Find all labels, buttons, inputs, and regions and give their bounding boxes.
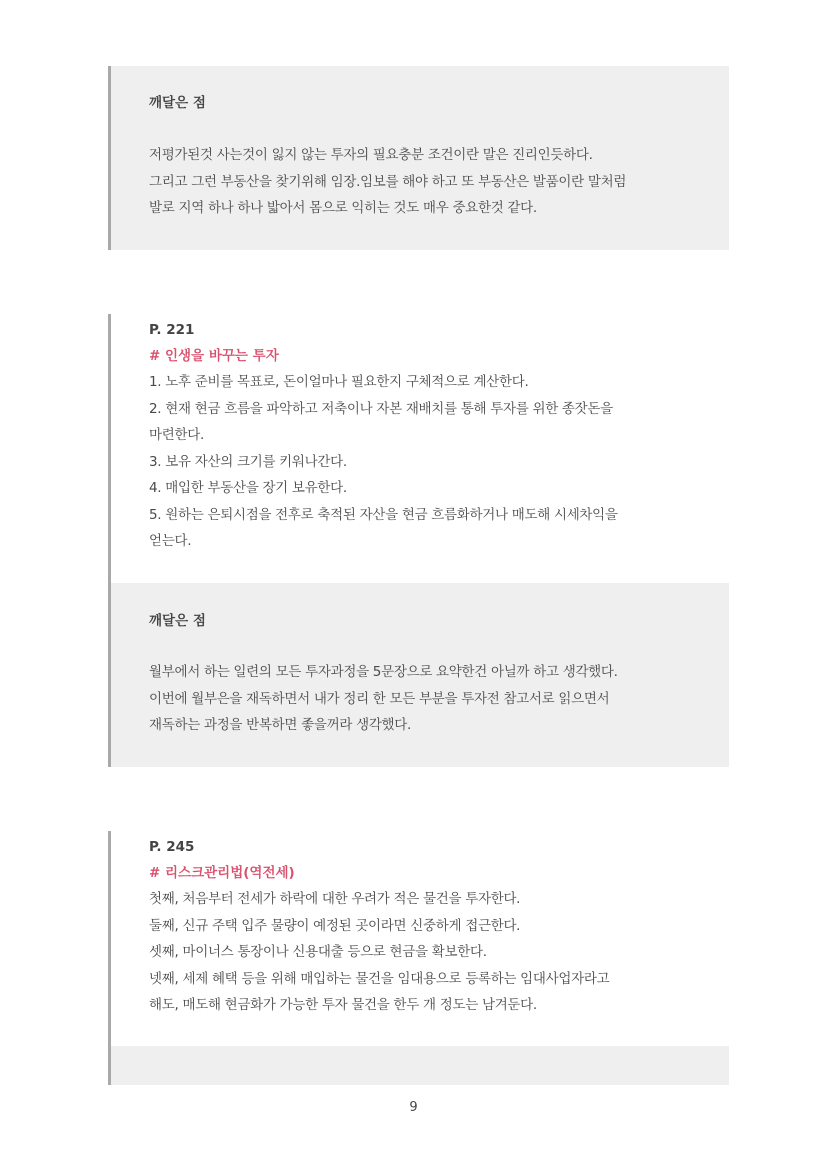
quote-box-p221	[108, 314, 729, 583]
list-line: 첫째, 처음부터 전세가 하락에 대한 우려가 적은 물건을 투자한다.	[149, 891, 521, 907]
list-line: 2. 현재 현금 흐름을 파악하고 저축이나 자본 재배치를 통해 투자를 위한 종잣돈을	[149, 400, 613, 417]
realization-box-2	[108, 583, 729, 767]
list-line: 셋째, 마이너스 통장이나 신용대출 등으로 현금을 확보한다.	[149, 944, 487, 960]
list-line: 둘째, 신규 주택 입주 물량이 예정된 곳이라면 신중하게 접근한다.	[149, 917, 521, 934]
list-line: 마련한다.	[149, 427, 204, 443]
page-reference: P. 245	[149, 839, 195, 855]
topic-tag: # 리스크관리법(역전세)	[149, 865, 295, 881]
paragraph-line: 발로 지역 하나 하나 밟아서 몸으로 익히는 것도 매우 중요한것 같다.	[149, 200, 537, 216]
list-line: 얻는다.	[149, 533, 192, 549]
page-reference: P. 221	[149, 322, 195, 338]
paragraph-line: 그리고 그런 부동산을 찾기위해 임장.임보를 해야 하고 또 부동산은 발품이란 말처럼	[149, 173, 627, 190]
paragraph-line: 이번에 월부은을 재독하면서 내가 정리 한 모든 부분을 투자전 참고서로 읽으면서	[149, 690, 610, 707]
list-line: 1. 노후 준비를 목표로, 돈이얼마나 필요한지 구체적으로 계산한다.	[149, 374, 529, 390]
list-line: 5. 원하는 은퇴시점을 전후로 축적된 자산을 현금 흐름화하거나 매도해 시세차익을	[149, 506, 618, 523]
quote-box-p245	[108, 831, 729, 1046]
realization-heading: 깨달은 점	[149, 95, 206, 111]
paragraph-line: 재독하는 과정을 반복하면 좋을꺼라 생각했다.	[149, 717, 412, 733]
realization-box-1	[108, 66, 729, 250]
paragraph-line: 월부에서 하는 일련의 모든 투자과정을 5문장으로 요약한건 아닐까 하고 생각했다.	[149, 664, 618, 680]
list-line: 3. 보유 자산의 크기를 키워나간다.	[149, 453, 347, 470]
list-line: 4. 매입한 부동산을 장기 보유한다.	[149, 480, 347, 496]
list-line: 해도, 매도해 현금화가 가능한 투자 물건을 한두 개 정도는 남겨둔다.	[149, 997, 537, 1013]
paragraph-line: 저평가된것 사는것이 잃지 않는 투자의 필요충분 조건이란 말은 진리인듯하다.	[149, 147, 593, 163]
realization-box-3	[108, 1046, 729, 1085]
realization-heading: 깨달은 점	[149, 613, 206, 629]
topic-tag: # 인생을 바꾸는 투자	[149, 348, 279, 364]
list-line: 넷째, 세제 혜택 등을 위해 매입하는 물건을 임대용으로 등록하는 임대사업자라고	[149, 970, 610, 987]
page-number: 9	[409, 1100, 418, 1115]
